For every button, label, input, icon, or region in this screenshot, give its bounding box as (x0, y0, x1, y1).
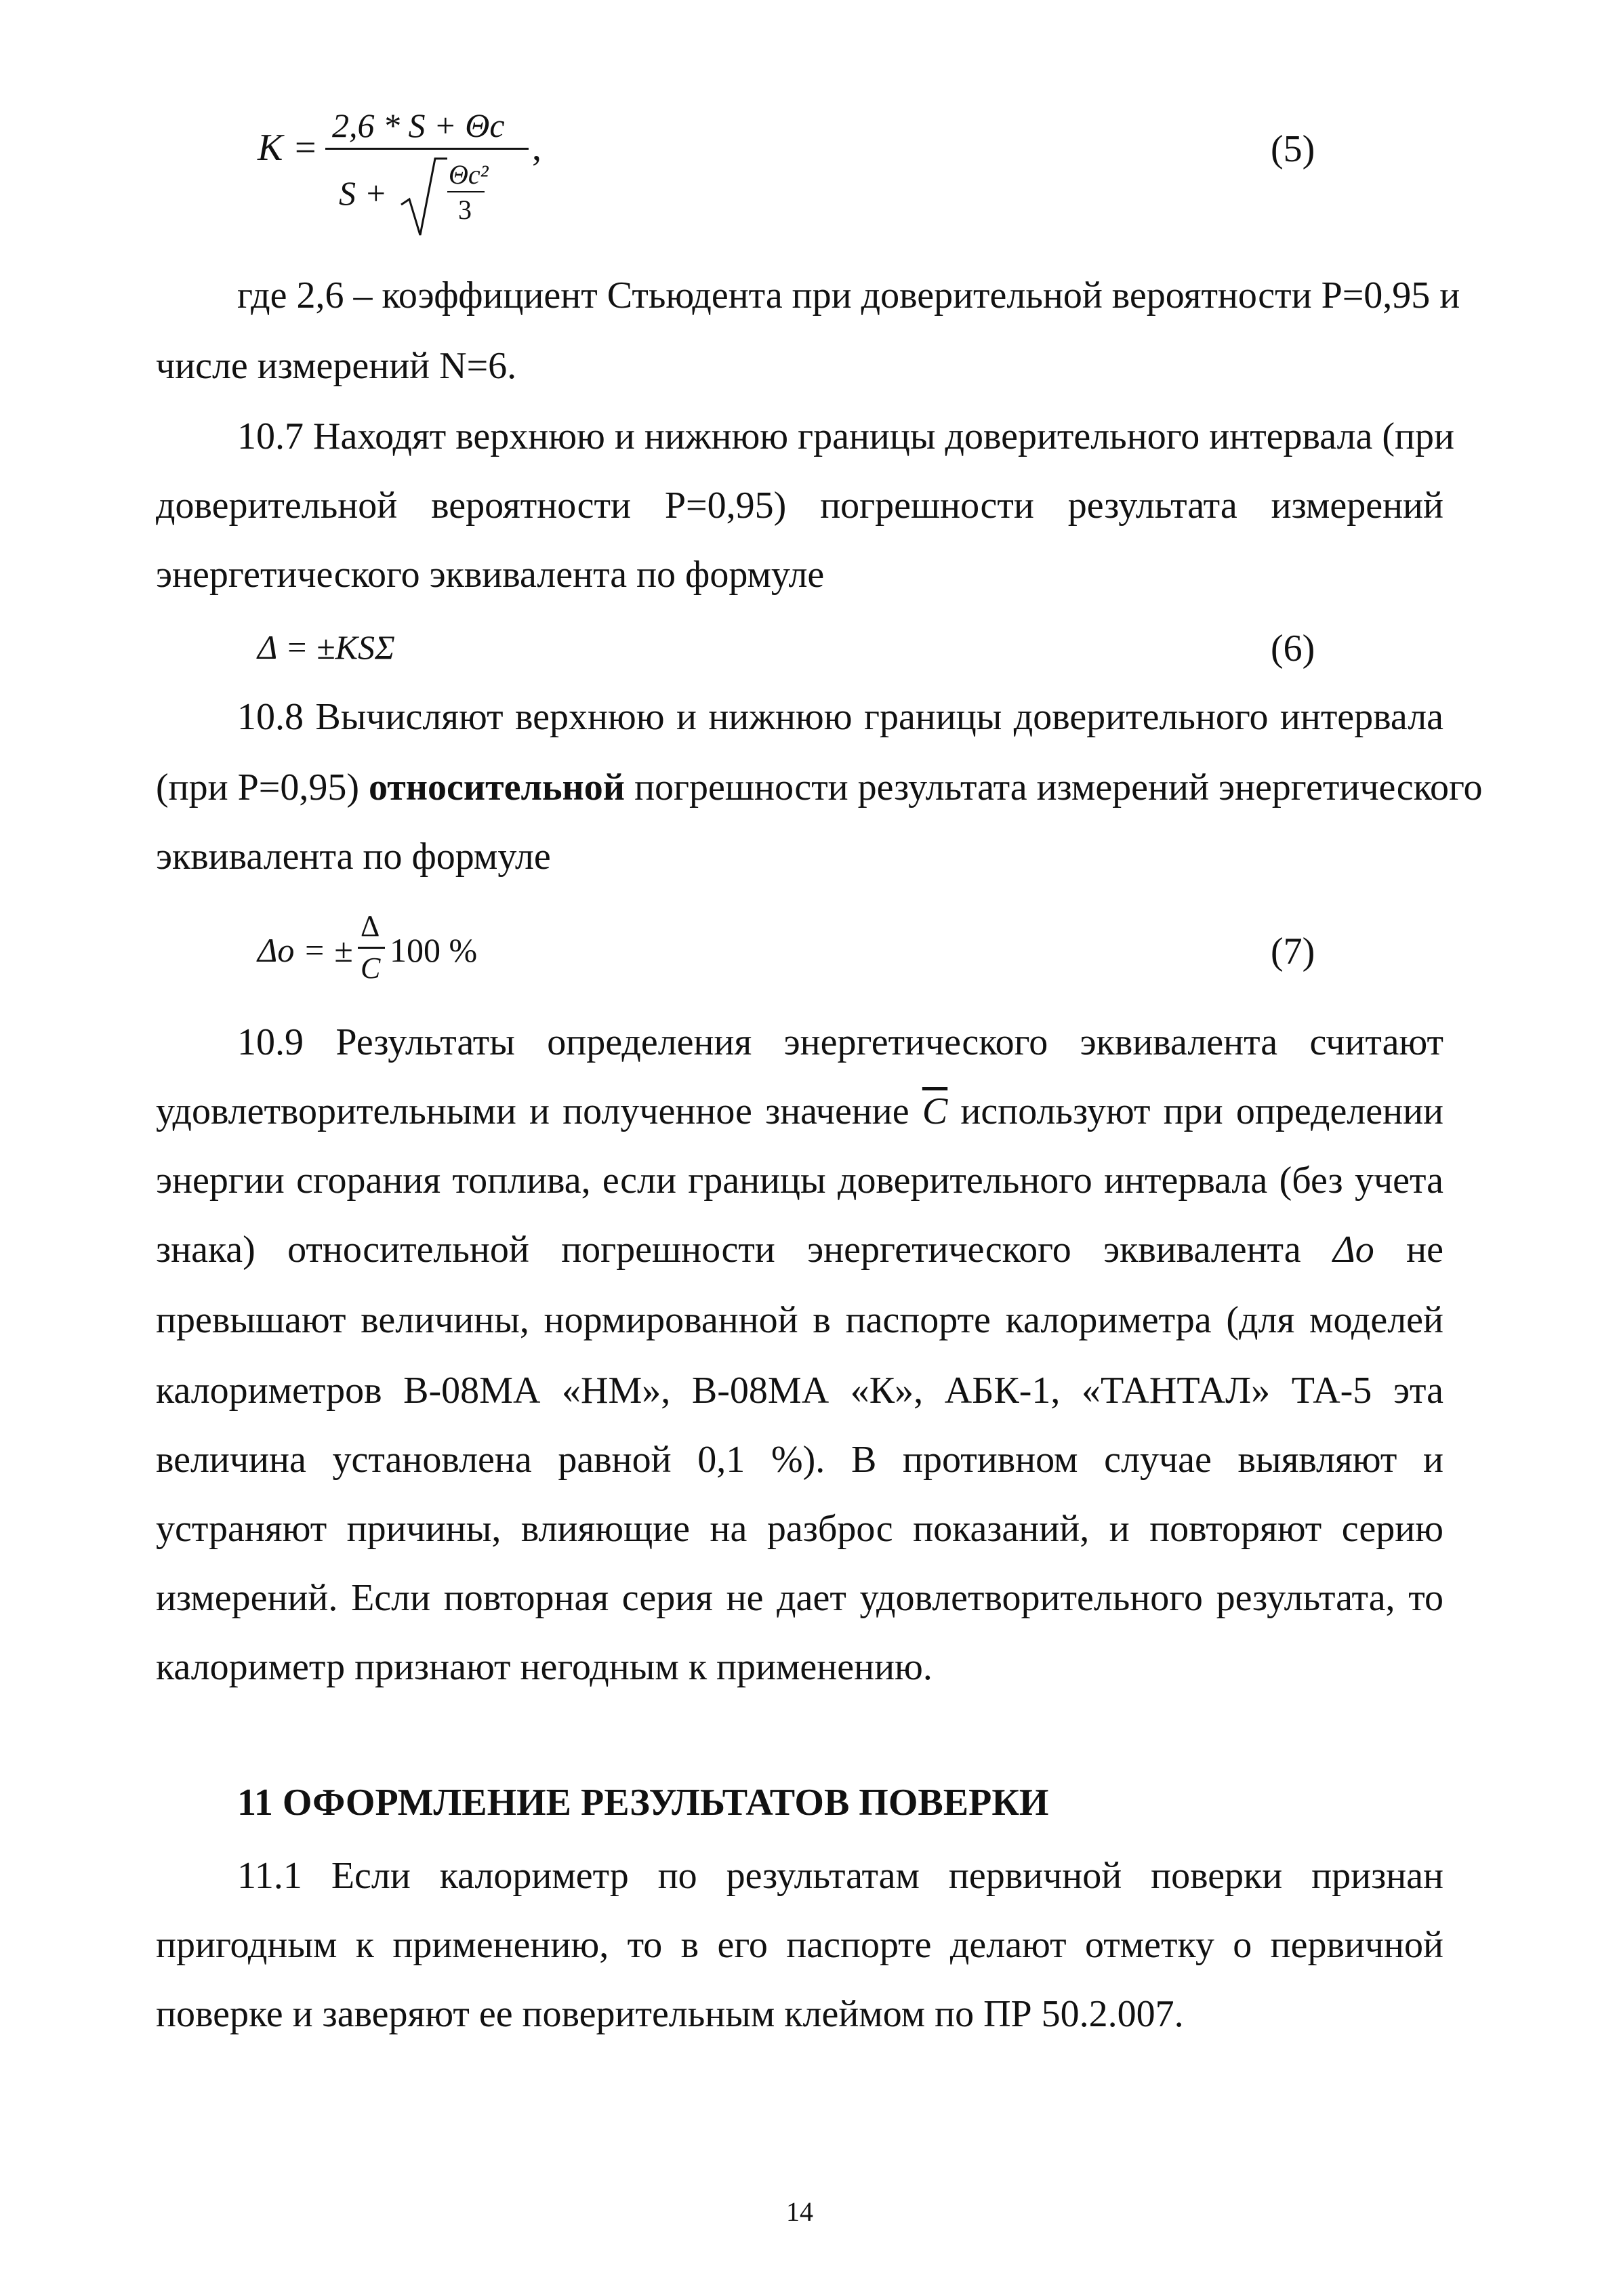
sqrt-sign-icon (400, 157, 447, 239)
formula-5-denominator-s: S + (339, 174, 388, 212)
paragraph-10-9-text-a: удовлетворительными и полученное значение (156, 1090, 922, 1132)
formula-5-numerator: 2,6 * S + Θc (332, 106, 505, 144)
c-bar-symbol: $\overline{C}$ (922, 1090, 948, 1132)
emphasis-relative: относительной (368, 766, 626, 808)
paragraph-10-8-line-2 (156, 766, 1483, 808)
formula-5 (258, 106, 542, 251)
formula-7-numerator: Δ (361, 909, 380, 943)
paragraph-10-9-text-d: не (1374, 1229, 1443, 1271)
paragraph-1-line-1: где 2,6 – коэффициент Стьюдента при доверительной вероятности Р=0,95 и (237, 274, 1460, 316)
paragraph-10-7-line-1: 10.7 Находят верхнюю и нижнюю границы доверительного интервала (при (237, 415, 1454, 457)
formula-5-theta-squared: Θc² (449, 159, 489, 190)
formula-5-inner-bar (447, 191, 485, 192)
formula-5-number: (5) (1271, 128, 1315, 170)
formula-7 (258, 905, 529, 1013)
paragraph-10-9-text-c: знака) относительной погрешности энергетического эквивалента (156, 1229, 1333, 1271)
paragraph-10-9-line-7: величина установлена равной 0,1 %). В противном случае выявляют и (156, 1439, 1443, 1481)
formula-5-fraction-bar (325, 148, 529, 150)
page-number: 14 (786, 2196, 813, 2227)
formula-7-lhs: Δo = ± (258, 931, 353, 969)
paragraph-11-1-line-1: 11.1 Если калориметр по результатам первичной поверки признан (237, 1855, 1443, 1897)
formula-5-lhs: K = (258, 127, 319, 169)
delta-o-symbol: Δo (1332, 1229, 1374, 1271)
formula-5-comma: , (532, 127, 541, 169)
section-11-heading: 11 ОФОРМЛЕНИЕ РЕЗУЛЬТАТОВ ПОВЕРКИ (237, 1782, 1049, 1824)
paragraph-11-1-line-2: пригодным к применению, то в его паспорте делают отметку о первичной (156, 1924, 1443, 1966)
paragraph-1-line-2: числе измерений N=6. (156, 345, 517, 387)
formula-6: Δ = ±KSΣ (258, 628, 395, 666)
paragraph-10-8-text-a: (при Р=0,95) (156, 766, 369, 808)
paragraph-10-8-line-1: 10.8 Вычисляют верхнюю и нижнюю границы доверительного интервала (237, 696, 1443, 738)
formula-7-number: (7) (1271, 930, 1315, 972)
paragraph-10-9-line-1: 10.9 Результаты определения энергетического эквивалента считают (237, 1021, 1443, 1063)
formula-7-fraction-bar (358, 947, 385, 949)
paragraph-10-9-line-6: калориметров В-08МА «НМ», В-08МА «К», АБК-1, «ТАНТАЛ» ТА-5 эта (156, 1370, 1443, 1412)
paragraph-10-9-text-b: используют при определении (947, 1090, 1444, 1132)
paragraph-10-9-line-3: энергии сгорания топлива, если границы доверительного интервала (без учета (156, 1160, 1443, 1202)
paragraph-10-9-line-5: превышают величины, нормированной в паспорте калориметра (для моделей (156, 1299, 1443, 1341)
paragraph-10-9-line-10: калориметр признают негодным к применению. (156, 1646, 933, 1688)
formula-5-three: 3 (458, 194, 472, 225)
paragraph-10-7-line-2: доверительной вероятности Р=0,95) погрешности результата измерений (156, 485, 1443, 527)
formula-7-rhs: 100 % (390, 931, 478, 969)
paragraph-10-9-line-9: измерений. Если повторная серия не дает удовлетворительного результата, то (156, 1577, 1443, 1619)
paragraph-10-7-line-3: энергетического эквивалента по формуле (156, 554, 825, 596)
paragraph-10-8-line-3: эквивалента по формуле (156, 836, 551, 878)
formula-6-number: (6) (1271, 628, 1315, 670)
paragraph-11-1-line-3: поверке и заверяют ее поверительным клеймом по ПР 50.2.007. (156, 1993, 1184, 2035)
paragraph-10-9-line-2 (156, 1092, 1443, 1130)
formula-7-denominator: C (361, 951, 381, 985)
paragraph-10-9-line-4 (156, 1231, 1443, 1269)
paragraph-10-9-line-8: устраняют причины, влияющие на разброс показаний, и повторяют серию (156, 1508, 1443, 1550)
paragraph-10-8-text-b: погрешности результата измерений энергетического (625, 766, 1483, 808)
